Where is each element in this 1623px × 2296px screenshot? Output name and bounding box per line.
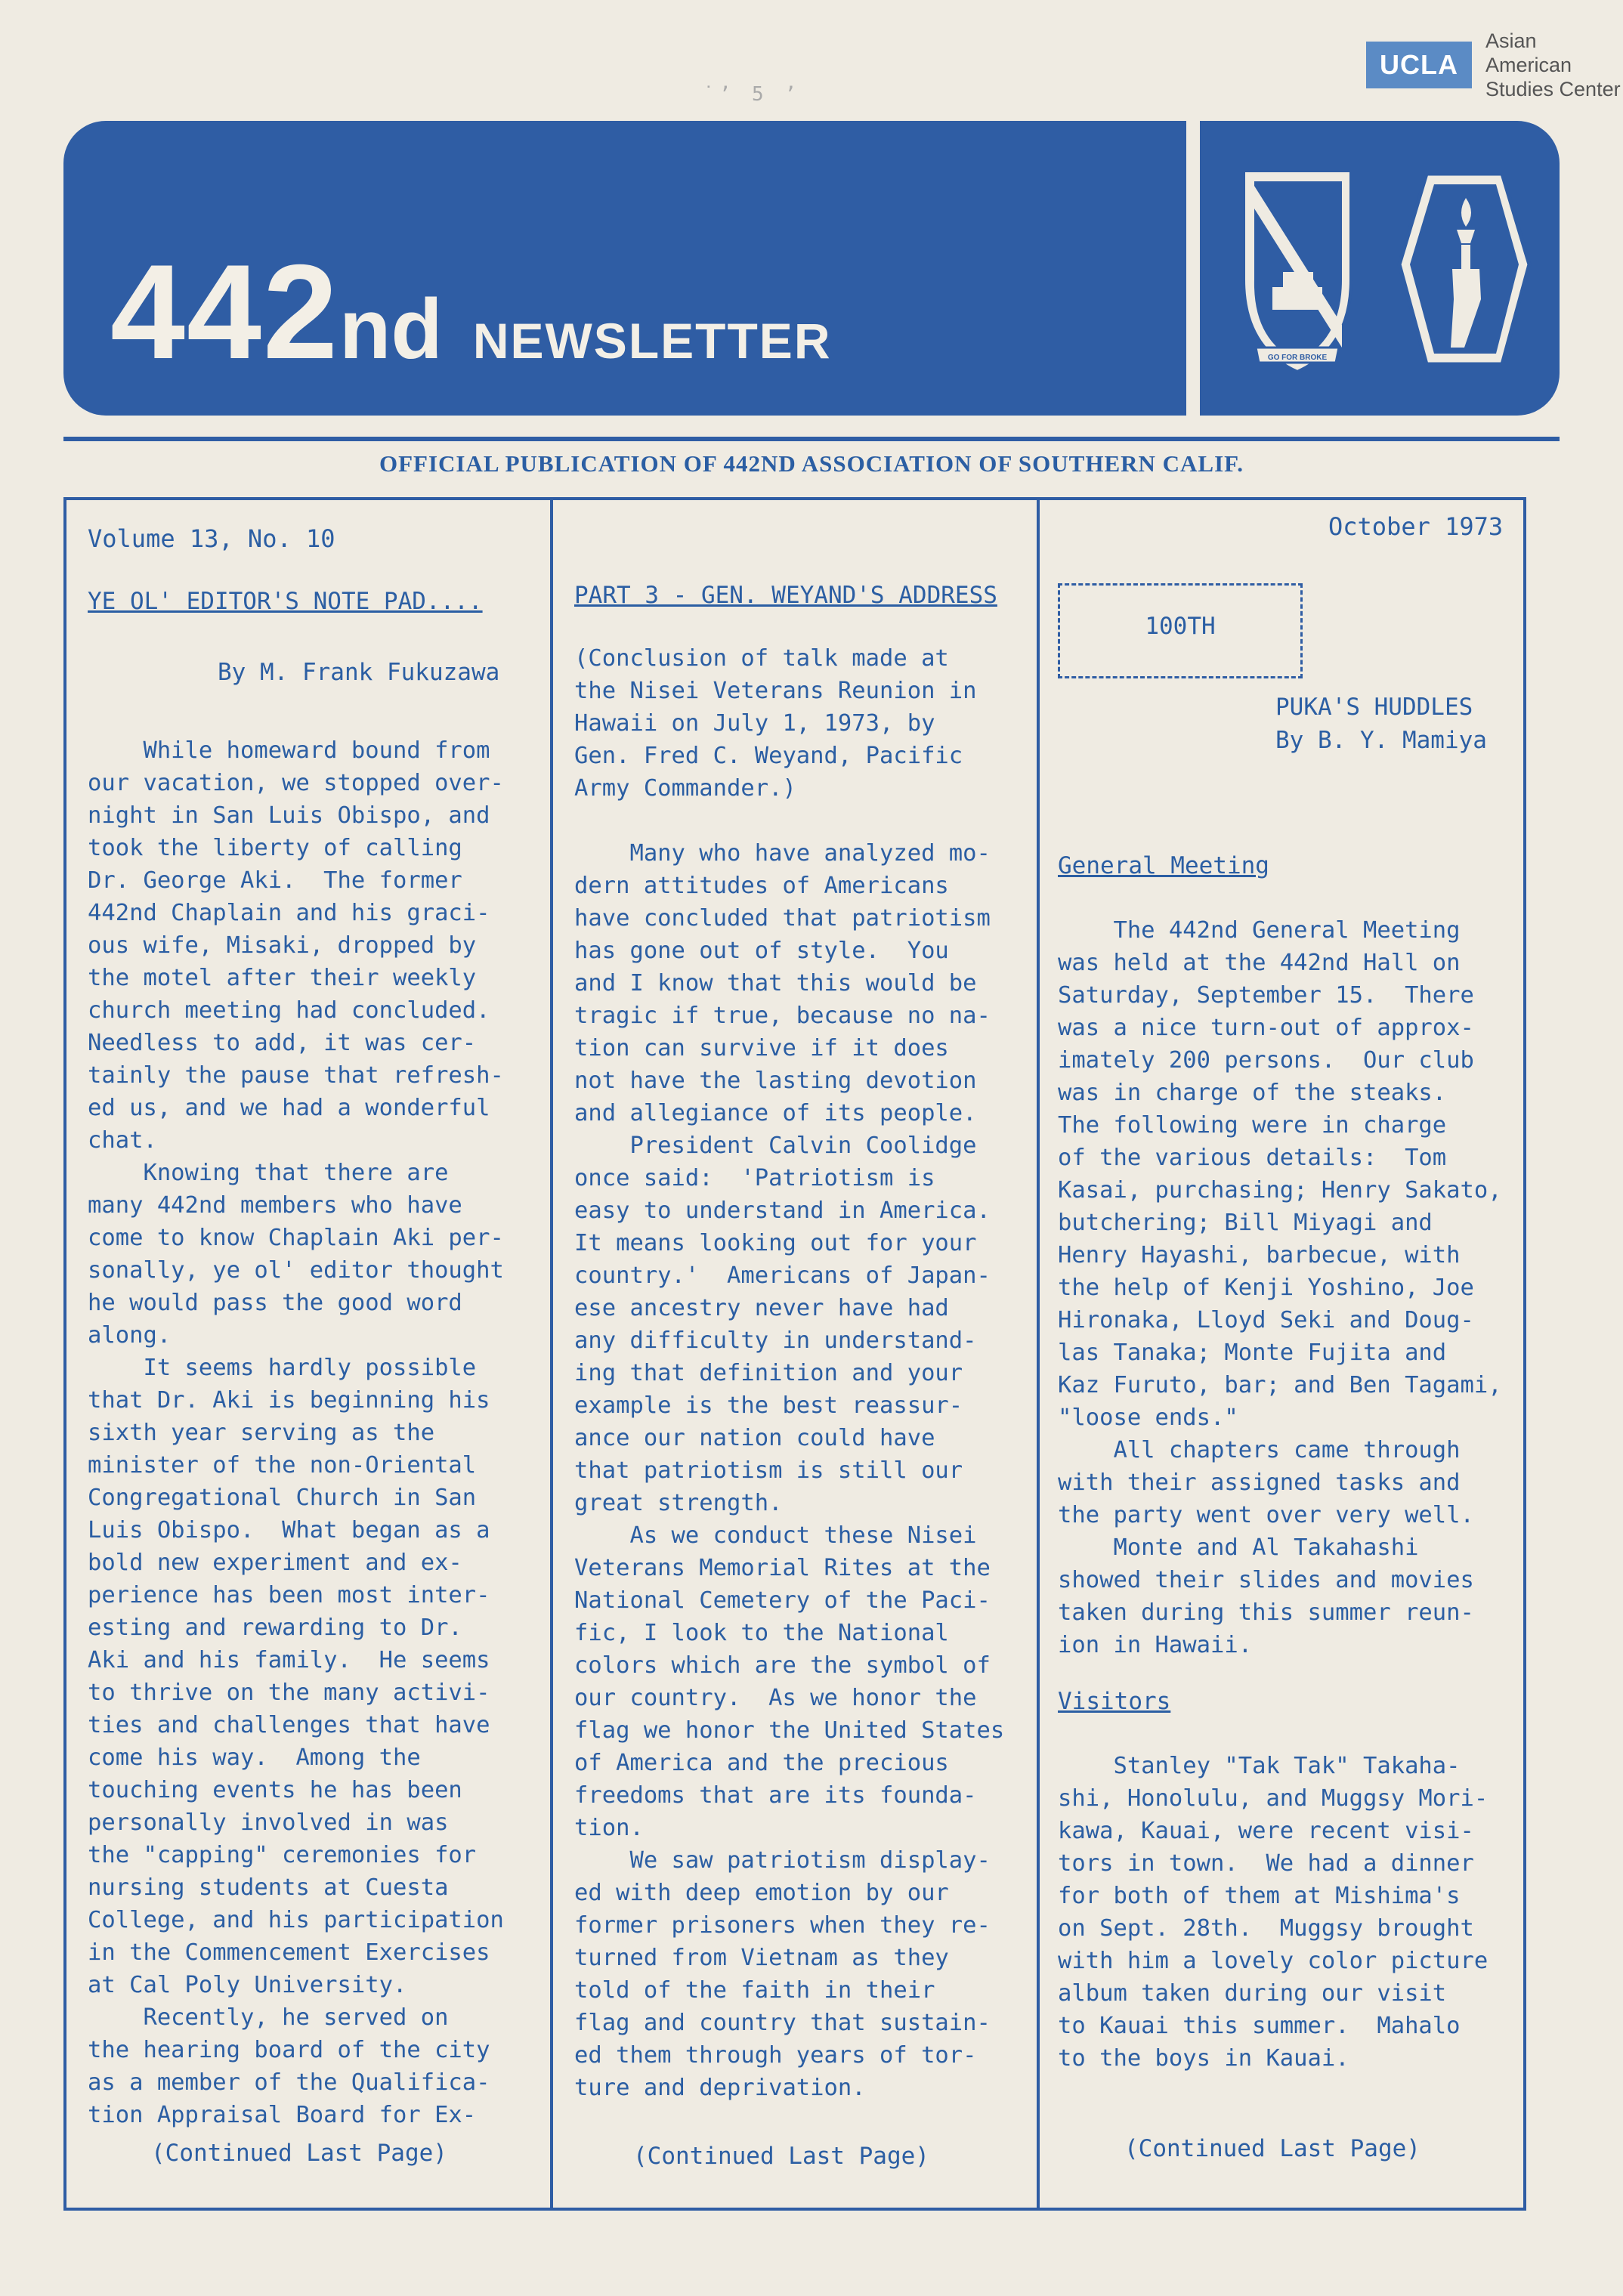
col3-continued: (Continued Last Page) <box>1124 2135 1421 2162</box>
archive-name-line1: Asian American <box>1485 29 1572 76</box>
emblems <box>1200 121 1560 416</box>
masthead-divider <box>1186 121 1200 416</box>
col3-body-general-meeting: The 442nd General Meeting was held at the 442nd Hall on Saturday, September 15. There was a nice turn-out of approx- imately 200 persons. Our club was in charge of the steaks. The following were in charge of the various details: Tom Kasai, purchasing; Henry Sakato, butchering; Bill Miyagi and Henry Hayashi, barbecue, with the help of Kenji Yoshino, Joe Hironaka, Lloyd Seki and Doug- las Tanaka; Monte Fujita and Kaz Furuto, bar; and Ben Tagami, "loose ends." All chapters came through with their assigned tasks and the party went over very well. Monte and Al Takahashi showed their slides and movies taken during this summer reun- ion in Hawaii. <box>1058 917 1502 1658</box>
column-divider-1 <box>550 497 553 2211</box>
torch-emblem-icon <box>1399 174 1529 364</box>
column-divider-2 <box>1037 497 1040 2211</box>
col2-continued: (Continued Last Page) <box>633 2143 929 2170</box>
col2-body: (Conclusion of talk made at the Nisei Veterans Reunion in Hawaii on July 1, 1973, by Gen. Fred C. Weyand, Pacific Army Commander.) Many who have analyzed mo- dern attitudes of Americans have concluded that patriotism has gone out of style. You and I know that this would be tragic if true, because no na- tion can survive if it does not have the lasting devotion and allegiance of its people. President Calvin Coolidge once said: 'Patriotism is easy to understand in America. It means looking out for your country.' Americans of Japan- ese ancestry never have had any difficulty in understand- ing that definition and your example is the best reassur- ance our nation could have that patriotism is still our great strength. As we conduct these Nisei Veterans Memorial Rites at the National Cemetery of the Paci- fic, I look to the National colors which are the symbol of our country. As we honor the flag we honor the United States of America and the precious freedoms that are its founda- tion. We saw patriotism display- ed with deep emotion by our former prisoners when they re- turned from Vietnam as they told of the faith in their flag and country that sustain- ed them through years of tor- ture and deprivation. <box>574 645 1005 2101</box>
col1-byline: By M. Frank Fukuzawa <box>218 659 500 686</box>
col3-title: PUKA'S HUDDLES <box>1275 694 1473 721</box>
emblem-motto: GO FOR BROKE <box>1267 354 1328 362</box>
masthead-rule <box>63 437 1560 441</box>
col2-heading: PART 3 - GEN. WEYAND'S ADDRESS <box>574 582 997 609</box>
archive-name <box>1485 29 1623 101</box>
col1-body: While homeward bound from our vacation, we stopped over- night in San Luis Obispo, and took the liberty of calling Dr. George Aki. The former 442nd Chaplain and his graci- ous wife, Misaki, dropped by the motel after their weekly church meeting had concluded. Needless to add, it was cer- tainly the pause that refresh- ed us, and we had a wonderful chat. Knowing that there are many 442nd members who have come to know Chaplain Aki per- sonally, ye ol' editor thought he would pass the good word along. It seems hardly possible that Dr. Aki is beginning his sixth year serving as the minister of the non-Oriental Congregational Church in San Luis Obispo. What began as a bold new experiment and ex- perience has been most inter- esting and rewarding to Dr. Aki and his family. He seems to thrive on the many activi- ties and challenges that have come his way. Among the touching events he has been personally involved in was the "capping" ceremonies for nursing students at Cuesta College, and his participation in the Commencement Exercises at Cal Poly University. Recently, he served on the hearing board of the city as a member of the Qualifica- tion Appraisal Board for Ex- <box>88 737 504 2128</box>
masthead-suffix: nd <box>339 282 443 376</box>
masthead-number: 442 <box>110 236 339 387</box>
section-box-100th <box>1058 583 1303 678</box>
col3-heading-general-meeting: General Meeting <box>1058 852 1269 879</box>
shield-emblem-icon <box>1244 171 1351 372</box>
publication-subtitle: OFFICIAL PUBLICATION OF 442ND ASSOCIATION OF SOUTHERN CALIF. <box>379 450 1244 477</box>
section-box-label: 100TH <box>1145 613 1216 640</box>
col3-body-visitors: Stanley "Tak Tak" Takaha- shi, Honolulu, and Muggsy Mori- kawa, Kauai, were recent visi- tors in town. We had a dinner for both of them at Mishima's on Sept. 28th. Muggsy brought with him a lovely color picture album taken during our visit to Kauai this summer. Mahalo to the boys in Kauai. <box>1058 1753 1489 2072</box>
masthead-title <box>110 234 831 389</box>
pencil-mark: ˙’ 5 ’ <box>703 83 801 106</box>
col1-heading: YE OL' EDITOR'S NOTE PAD.... <box>88 588 483 615</box>
archive-name-line2: Studies Center <box>1485 78 1621 100</box>
col3-byline: By B. Y. Mamiya <box>1275 727 1487 754</box>
issue-date: October 1973 <box>1328 512 1504 541</box>
col1-continued: (Continued Last Page) <box>151 2140 447 2167</box>
ucla-logo: UCLA <box>1366 42 1472 88</box>
archive-badge <box>1366 29 1623 101</box>
masthead-word: NEWSLETTER <box>472 313 832 369</box>
col3-heading-visitors: Visitors <box>1058 1688 1171 1715</box>
masthead <box>63 121 1560 416</box>
issue-volume: Volume 13, No. 10 <box>88 524 335 553</box>
